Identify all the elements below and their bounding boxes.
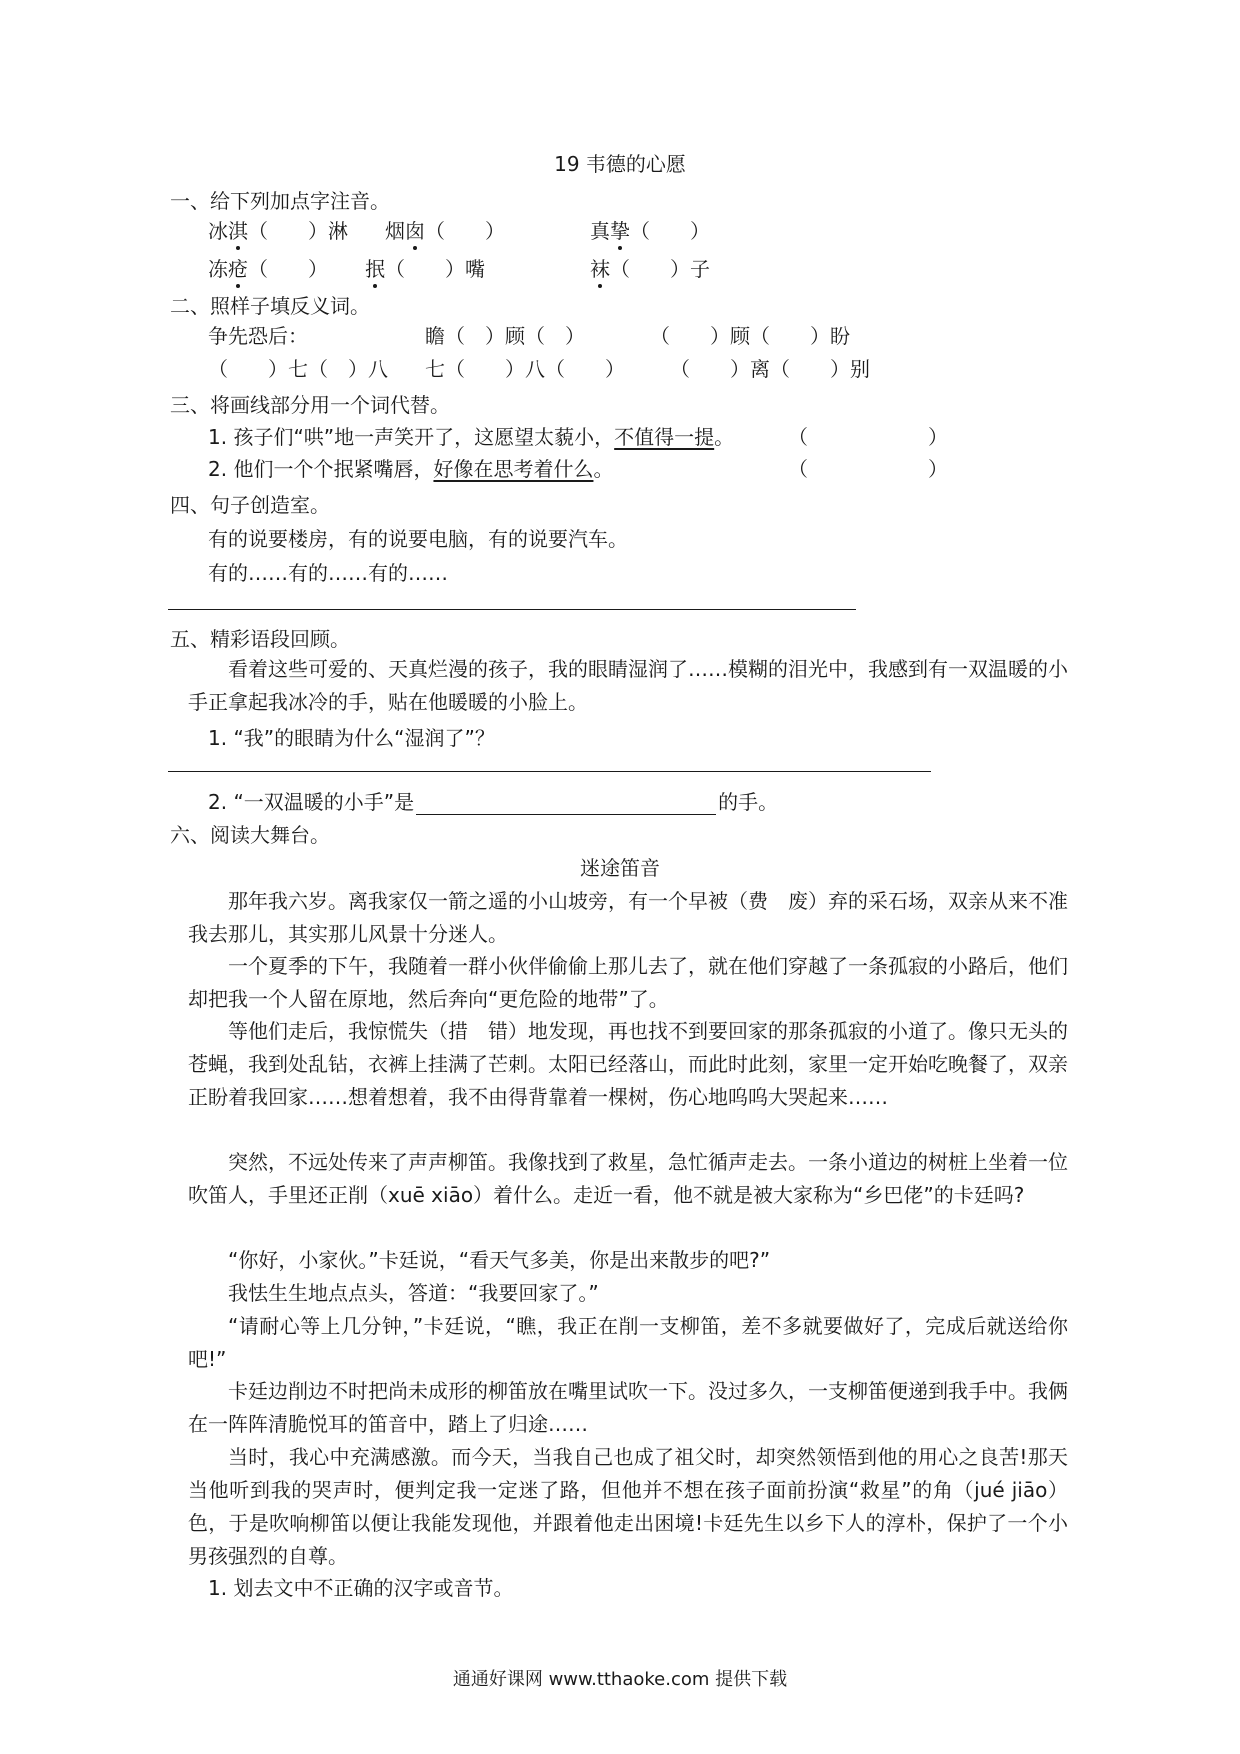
antonym-item-5: （ ）离（ ）别 — [670, 357, 870, 381]
excerpt-question-2 — [208, 789, 778, 815]
replace-question-2 — [208, 456, 613, 482]
char: 冰 — [208, 219, 228, 243]
dotted-char: 囱 — [405, 219, 425, 243]
sentence-text: 1. 孩子们“哄”地一声笑开了，这愿望太藐小， — [208, 425, 615, 449]
story-title: 迷途笛音 — [580, 856, 660, 880]
sentence-text: 2. 他们一个个抿紧嘴唇， — [208, 457, 434, 481]
antonym-item-4: 七（ ）八（ ） — [425, 357, 625, 381]
story-paragraph: “你好，小家伙。”卡廷说，“看天气多美，你是出来散步的吧?” — [228, 1248, 771, 1272]
sentence-end: 。 — [593, 457, 614, 481]
footer-credit: 通通好课网 www.tthaoke.com 提供下载 — [452, 1669, 788, 1690]
question-end: 的手。 — [718, 790, 779, 814]
blank-text: （ ）嘴 — [385, 257, 485, 281]
pinyin-item-6 — [590, 256, 710, 282]
pinyin-item-4 — [208, 256, 328, 282]
section-3-heading: 三、将画线部分用一个词代替。 — [170, 393, 450, 417]
pinyin-item-2 — [385, 218, 505, 244]
char: 烟 — [385, 219, 405, 243]
dotted-char: 抿 — [365, 257, 385, 281]
underlined-phrase: 不值得一提 — [614, 425, 715, 449]
antonym-item-3: （ ）七（ ）八 — [208, 357, 388, 381]
pinyin-item-3 — [590, 218, 710, 244]
replace-answer-2: （ ） — [788, 457, 948, 481]
sentence-pattern: 有的……有的……有的…… — [208, 561, 448, 585]
story-paragraph: “请耐心等上几分钟，”卡廷说，“瞧，我正在削一支柳笛，差不多就要做好了，完成后就送给你吧!” — [188, 1314, 1068, 1371]
dotted-char: 袜 — [590, 257, 610, 281]
story-paragraph: 当时，我心中充满感激。而今天，当我自己也成了祖父时，却突然领悟到他的用心之良苦!那天当他听到我的哭声时，便判定我一定迷了路，但他并不想在孩子面前扮演“救星”的角（jué jiāo）色，于是吹响柳笛以便让我能发现他，并跟着他走出困境!卡廷先生以乡下人的淳朴，保护了一个小男孩强烈的自尊。 — [188, 1445, 1068, 1568]
replace-answer-1: （ ） — [788, 425, 948, 449]
char: 冻 — [208, 257, 228, 281]
story-paragraph: 我怯生生地点点头，答道：“我要回家了。” — [228, 1281, 599, 1305]
excerpt-question-1: 1. “我”的眼睛为什么“湿润了”？ — [208, 726, 495, 750]
pinyin-item-5 — [365, 256, 485, 282]
blank-text: （ ） — [248, 257, 328, 281]
dotted-char: 淇 — [228, 219, 248, 243]
story-paragraph: 一个夏季的下午，我随着一群小伙伴偷偷上那儿去了，就在他们穿越了一条孤寂的小路后，他们却把我一个人留在原地，然后奔向“更危险的地带”了。 — [188, 954, 1068, 1011]
story-paragraph: 卡廷边削边不时把尚未成形的柳笛放在嘴里试吹一下。没过多久，一支柳笛便递到我手中。我俩在一阵阵清脆悦耳的笛音中，踏上了归途…… — [188, 1379, 1068, 1436]
blank-text: （ ）子 — [610, 257, 710, 281]
underlined-phrase: 好像在思考着什么 — [433, 457, 594, 481]
excerpt-paragraph: 看着这些可爱的、天真烂漫的孩子，我的眼睛湿润了……模糊的泪光中，我感到有一双温暖的小手正拿起我冰冷的手，贴在他暖暖的小脸上。 — [188, 657, 1068, 714]
section-6-heading: 六、阅读大舞台。 — [170, 823, 330, 847]
sentence-end: 。 — [714, 425, 735, 449]
answer-line[interactable] — [168, 771, 931, 772]
antonym-item-2: （ ）顾（ ）盼 — [650, 324, 850, 348]
story-paragraph: 等他们走后，我惊慌失（措 错）地发现，再也找不到要回家的那条孤寂的小道了。像只无头的苍蝇，我到处乱钻，衣裤上挂满了芒刺。太阳已经落山，而此时此刻，家里一定开始吃晚餐了，双亲正盼着我回家……想着想着，我不由得背靠着一棵树，伤心地呜呜大哭起来…… — [188, 1019, 1068, 1109]
page-title: 19 韦德的心愿 — [554, 152, 686, 176]
example-sentence: 有的说要楼房，有的说要电脑，有的说要汽车。 — [208, 527, 628, 551]
dotted-char: 疮 — [228, 257, 248, 281]
story-paragraph: 那年我六岁。离我家仅一箭之遥的小山坡旁，有一个早被（费 废）弃的采石场，双亲从来不准我去那儿，其实那儿风景十分迷人。 — [188, 889, 1068, 946]
answer-line[interactable] — [168, 609, 856, 610]
question-text: 2. “一双温暖的小手”是 — [208, 790, 415, 814]
replace-question-1 — [208, 424, 734, 450]
section-4-heading: 四、句子创造室。 — [170, 493, 330, 517]
blank-text: （ ） — [630, 219, 710, 243]
section-1-heading: 一、给下列加点字注音。 — [170, 189, 390, 213]
section-5-heading: 五、精彩语段回顾。 — [170, 627, 350, 651]
reading-question-1: 1. 划去文中不正确的汉字或音节。 — [208, 1576, 514, 1600]
blank-text: （ ）淋 — [248, 219, 348, 243]
char: 真 — [590, 219, 610, 243]
antonym-item-1: 瞻（ ）顾（ ） — [425, 324, 585, 348]
blank-text: （ ） — [425, 219, 505, 243]
antonym-example: 争先恐后： — [208, 324, 308, 348]
story-paragraph: 突然，不远处传来了声声柳笛。我像找到了救星，急忙循声走去。一条小道边的树桩上坐着一位吹笛人，手里还正削（xuē xiāo）着什么。走近一看，他不就是被大家称为“乡巴佬”的卡廷吗? — [188, 1150, 1068, 1207]
dotted-char: 挚 — [610, 219, 630, 243]
answer-blank[interactable] — [416, 794, 716, 815]
pinyin-item-1 — [208, 218, 348, 244]
section-2-heading: 二、照样子填反义词。 — [170, 294, 370, 318]
